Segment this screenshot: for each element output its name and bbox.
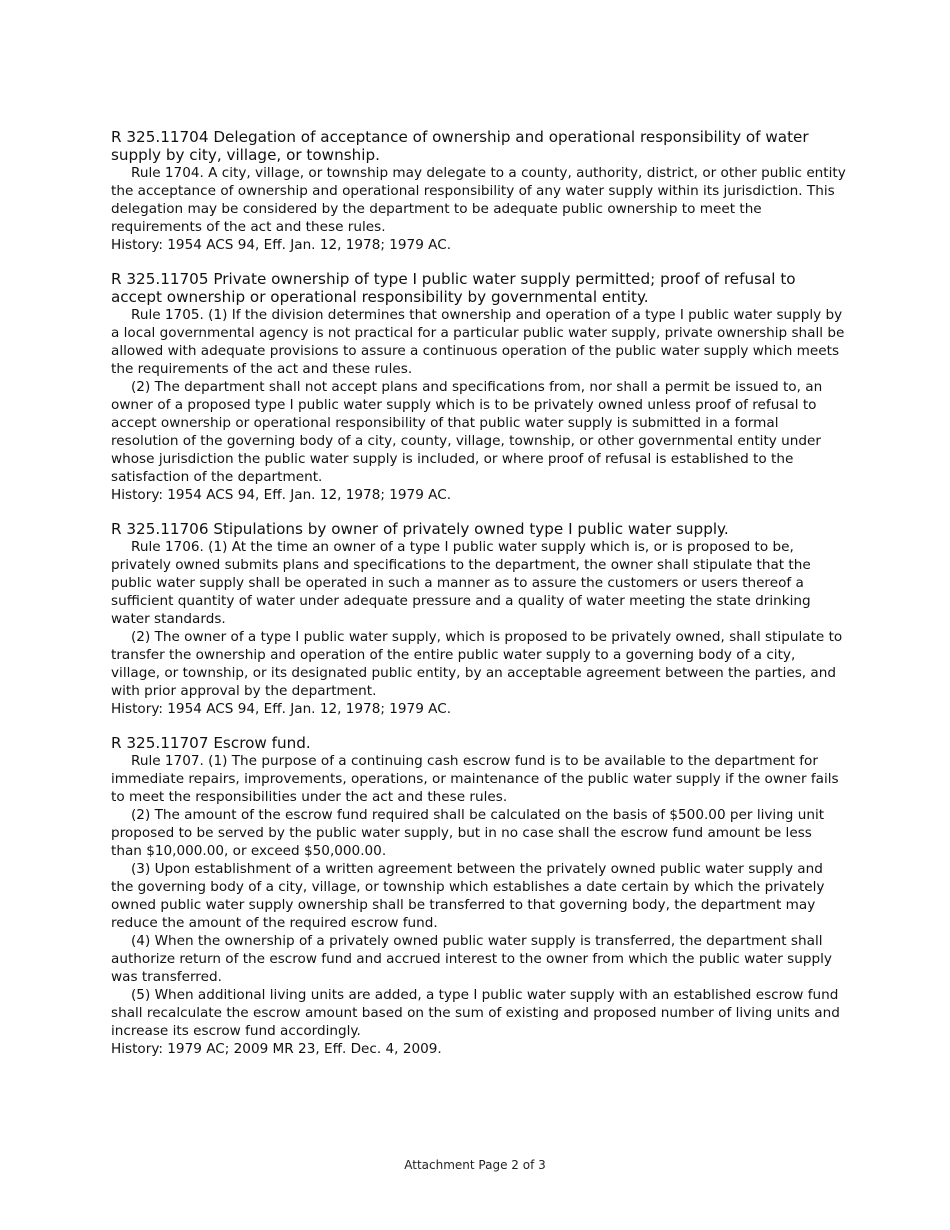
rule-section-11707 (111, 734, 846, 1058)
rule-section-11704 (111, 128, 846, 254)
section-paragraph: (2) The amount of the escrow fund required shall be calculated on the basis of $500.00 per living unit proposed to be served by the public water supply, but in no case shall the escrow fund amount be less than $10,000.00, or exceed $50,000.00. (111, 807, 825, 859)
section-heading: R 325.11707 Escrow fund. (111, 734, 311, 752)
section-paragraph: (5) When additional living units are added, a type I public water supply with an established escrow fund shall recalculate the escrow amount based on the sum of existing and proposed number of living units and increase its escrow fund accordingly. (111, 987, 840, 1039)
section-paragraph: Rule 1705. (1) If the division determines that ownership and operation of a type I public water supply by a local governmental agency is not practical for a particular public water supply, private ownership shall be allowed with adequate provisions to assure a continuous operation of the public water supply which meets the requirements of the act and these rules. (111, 307, 845, 377)
section-history: History: 1954 ACS 94, Eff. Jan. 12, 1978; 1979 AC. (111, 487, 452, 503)
page-footer: Attachment Page 2 of 3 (404, 1158, 546, 1172)
rule-section-11705 (111, 270, 846, 504)
section-heading: R 325.11705 Private ownership of type I public water supply permitted; proof of refusal to accept ownership or operational responsibility by governmental entity. (111, 270, 796, 306)
section-paragraph: (2) The department shall not accept plans and specifications from, nor shall a permit be issued to, an owner of a proposed type I public water supply which is to be privately owned unless proof of refusal to accept ownership or operational responsibility of that public water supply is submitted in a formal resolution of the governing body of a city, county, village, township, or other governmental entity under whose jurisdiction the public water supply is included, or where proof of refusal is established to the satisfaction of the department. (111, 379, 823, 485)
section-paragraph: Rule 1707. (1) The purpose of a continuing cash escrow fund is to be available to the department for immediate repairs, improvements, operations, or maintenance of the public water supply if the owner fails to meet the responsibilities under the act and these rules. (111, 753, 839, 805)
section-paragraph: (2) The owner of a type I public water supply, which is proposed to be privately owned, shall stipulate to transfer the ownership and operation of the entire public water supply to a governing body of a city, village, or township, or its designated public entity, by an acceptable agreement between the parties, and with prior approval by the department. (111, 629, 843, 699)
section-history: History: 1954 ACS 94, Eff. Jan. 12, 1978; 1979 AC. (111, 701, 452, 717)
section-history: History: 1979 AC; 2009 MR 23, Eff. Dec. 4, 2009. (111, 1041, 442, 1057)
document-body (111, 128, 846, 1074)
section-paragraph: Rule 1706. (1) At the time an owner of a type I public water supply which is, or is proposed to be, privately owned submits plans and specifications to the department, the owner shall stipulate that the public water supply shall be operated in such a manner as to assure the customers or users thereof a sufficient quantity of water under adequate pressure and a quality of water meeting the state drinking water standards. (111, 539, 811, 627)
section-history: History: 1954 ACS 94, Eff. Jan. 12, 1978; 1979 AC. (111, 237, 452, 253)
section-paragraph: (3) Upon establishment of a written agreement between the privately owned public water supply and the governing body of a city, village, or township which establishes a date certain by which the privately owned public water supply ownership shall be transferred to that governing body, the department may reduce the amount of the required escrow fund. (111, 861, 825, 931)
rule-section-11706 (111, 520, 846, 718)
section-heading: R 325.11704 Delegation of acceptance of ownership and operational responsibility of water supply by city, village, or township. (111, 128, 809, 164)
section-paragraph: (4) When the ownership of a privately owned public water supply is transferred, the department shall authorize return of the escrow fund and accrued interest to the owner from which the public water supply was transferred. (111, 933, 832, 985)
section-paragraph: Rule 1704. A city, village, or township may delegate to a county, authority, district, or other public entity the acceptance of ownership and operational responsibility of any water supply within its jurisdiction. This delegation may be considered by the department to be adequate public ownership to meet the requirements of the act and these rules. (111, 165, 846, 235)
section-heading: R 325.11706 Stipulations by owner of privately owned type I public water supply. (111, 520, 729, 538)
